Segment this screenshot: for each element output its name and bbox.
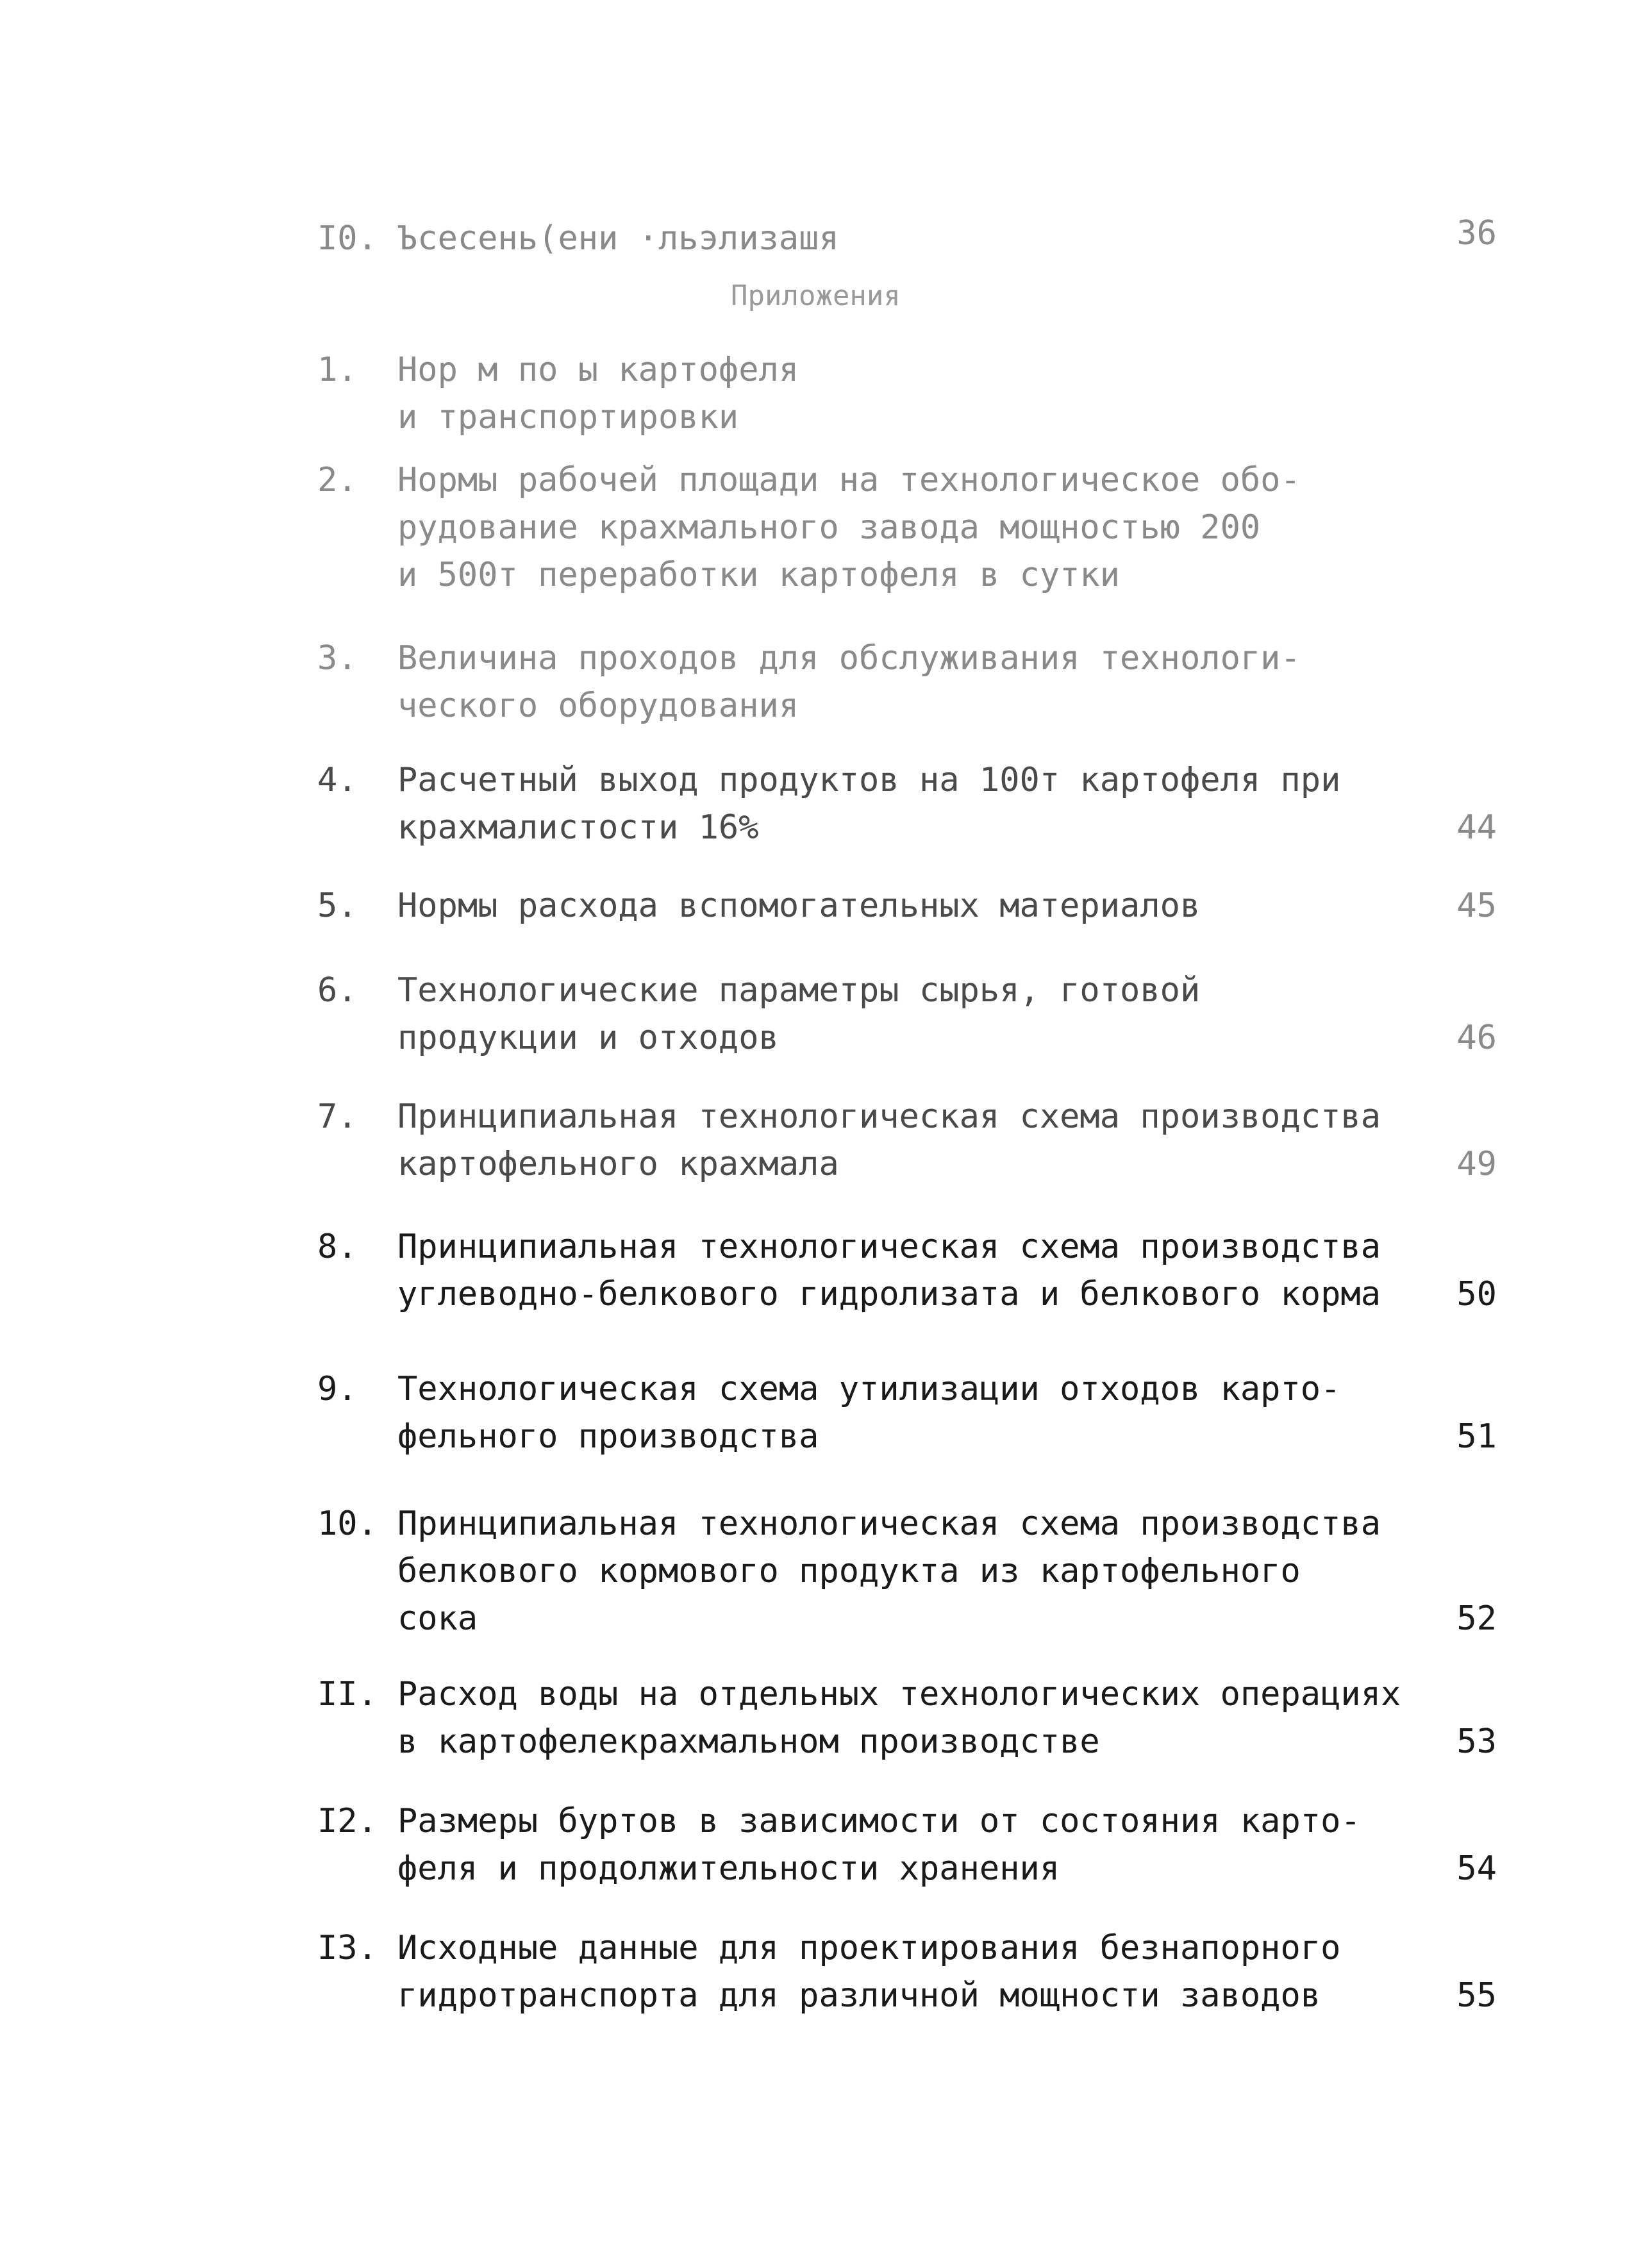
entry-page-number: 53 <box>1456 1722 1497 1761</box>
entry-page-number: 46 <box>1456 1019 1497 1057</box>
entry-line: и транспортировки <box>397 398 739 437</box>
toc-entry <box>317 882 1497 933</box>
toc-entry <box>317 1671 1497 1767</box>
entry-number: I2. <box>317 1802 378 1840</box>
entry-line: Нормы рабочей площади на технологическое обо- <box>397 461 1301 499</box>
entry-number: 8. <box>317 1228 358 1266</box>
entry-line: продукции и отходов <box>397 1019 779 1057</box>
entry-title <box>397 1093 1410 1188</box>
entry-page-number: 50 <box>1456 1275 1497 1313</box>
entry-line: крахмалистости 16% <box>397 808 759 847</box>
toc-entry <box>317 346 1497 442</box>
toc-entry <box>317 1924 1497 2021</box>
entry-line: Размеры буртов в зависимости от состояния карто- <box>397 1802 1361 1840</box>
entry-line: Исходные данные для проектирования безнапорного <box>397 1929 1341 1967</box>
entry-line: Принципиальная технологическая схема производства <box>397 1228 1381 1266</box>
entry-page-number: 54 <box>1456 1849 1497 1888</box>
entry-title <box>397 1671 1410 1765</box>
toc-entry <box>317 756 1497 853</box>
entry-line: Ъсесень(ени ·льэлизашя <box>397 219 839 258</box>
entry-title <box>397 1500 1410 1642</box>
entry-page-number: 44 <box>1456 808 1497 847</box>
entry-title <box>397 967 1410 1062</box>
entry-page-number: 52 <box>1456 1599 1497 1638</box>
entry-line: гидротранспорта для различной мощности заводов <box>397 1976 1321 2015</box>
toc-entry <box>317 1223 1497 1319</box>
entry-line: рудование крахмального завода мощностью 200 <box>397 508 1261 547</box>
entry-line: Технологическая схема утилизации отходов карто- <box>397 1370 1341 1408</box>
entry-line: Принципиальная технологическая схема производства <box>397 1505 1381 1543</box>
entry-line: Расход воды на отдельных технологических операциях <box>397 1675 1401 1714</box>
entry-number: 9. <box>317 1370 358 1408</box>
entry-line: в картофелекрахмальном производстве <box>397 1722 1100 1761</box>
entry-line: Нормы расхода вспомогательных материалов <box>397 887 1201 925</box>
entry-page-number: 51 <box>1456 1417 1497 1456</box>
entry-line: ческого оборудования <box>397 687 799 725</box>
entry-title <box>397 756 1410 851</box>
entry-line: сока <box>397 1599 478 1638</box>
entry-number: 6. <box>317 971 358 1010</box>
entry-line: Нор м по ы картофеля <box>397 351 799 389</box>
entry-title <box>397 1365 1410 1460</box>
entry-title <box>397 1797 1410 1892</box>
entry-line: Принципиальная технологическая схема производства <box>397 1097 1381 1136</box>
entry-page-number: 49 <box>1456 1145 1497 1183</box>
entry-title <box>397 882 1410 930</box>
entry-line: углеводно-белкового гидролизата и белкового корма <box>397 1275 1381 1313</box>
entry-title <box>397 346 1410 441</box>
entry-number: 10. <box>317 1505 378 1543</box>
entry-line: и 500т переработки картофеля в сутки <box>397 556 1121 594</box>
entry-page-number: 45 <box>1456 887 1497 925</box>
entry-number: 4. <box>317 761 358 799</box>
toc-entry <box>317 1500 1497 1647</box>
entry-line: Расчетный выход продуктов на 100т картофеля при <box>397 761 1341 799</box>
appendix-heading: Приложения <box>731 279 901 312</box>
toc-entry <box>317 1365 1497 1462</box>
entry-line: картофельного крахмала <box>397 1145 839 1183</box>
entry-page-number: 36 <box>1456 214 1497 253</box>
entry-number: 1. <box>317 351 358 389</box>
entry-page-number: 55 <box>1456 1976 1497 2015</box>
entry-number: II. <box>317 1675 378 1714</box>
entry-line: Величина проходов для обслуживания технологи- <box>397 639 1301 678</box>
toc-entry <box>317 456 1497 604</box>
toc-entry <box>317 1093 1497 1189</box>
entry-number: I0. <box>317 219 378 258</box>
entry-number: 2. <box>317 461 358 499</box>
entry-title <box>397 456 1410 599</box>
entry-number: 5. <box>317 887 358 925</box>
entry-number: 7. <box>317 1097 358 1136</box>
entry-number: 3. <box>317 639 358 678</box>
entry-title <box>397 635 1410 730</box>
entry-title <box>397 1924 1410 2019</box>
toc-entry <box>317 967 1497 1063</box>
entry-line: фельного производства <box>397 1417 819 1456</box>
toc-entry <box>317 1797 1497 1894</box>
toc-entry <box>317 215 1497 266</box>
entry-title <box>397 215 1410 262</box>
entry-line: белкового кормового продукта из картофельного <box>397 1552 1301 1590</box>
toc-entry <box>317 635 1497 731</box>
entry-number: I3. <box>317 1929 378 1967</box>
entry-line: Технологические параметры сырья, готовой <box>397 971 1201 1010</box>
entry-line: феля и продолжительности хранения <box>397 1849 1060 1888</box>
entry-title <box>397 1223 1410 1318</box>
